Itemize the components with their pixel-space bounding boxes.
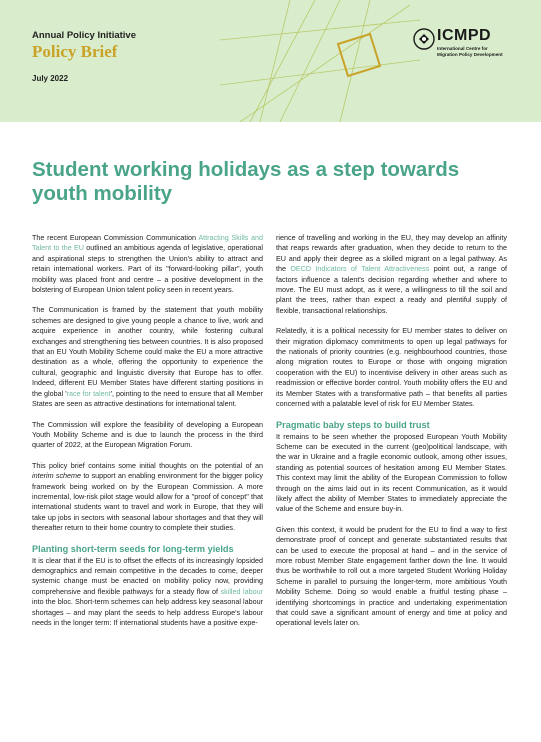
paragraph: The Commission will explore the feasibility of developing a European Youth Mobility Scheme and is due to launch the process in the third quarter of 2022, at the European Migration Forum.: [32, 419, 263, 450]
skilled-labour-link[interactable]: skilled labour: [220, 586, 264, 596]
icmpd-logo: [413, 26, 523, 62]
publication-date: July 2022: [32, 74, 69, 83]
race-for-talent-link[interactable]: race for talent: [66, 388, 111, 398]
paragraph: It remains to be seen whether the proposed European Youth Mobility Scheme can be executed in the current (geo)political landscape, with the war in Ukraine and a fragile economic outlook, among other issues, standing as potential sources of hesitation among EU Member States. This context may limit the ability of the European Commission to follow through on the aims laid out in its recent Communication, as it would likely affect the ability of Member States to immediately appreciate the value of the Scheme and ensure buy-in.: [276, 431, 507, 514]
oecd-indicators-link[interactable]: OECD Indicators of Talent Attractiveness: [290, 264, 430, 274]
paragraph: [32, 305, 263, 409]
paragraph: Relatedly, it is a political necessity for EU member states to deliver on their migration diplomacy commitments to open up legal pathways for the nationals of priority countries (e.g. neighbourhood countries, those along migration routes to Europe or those with ongoing migration cooperation with the EU) to incentivise delivery in other areas such as readmission or effective border control. Youth mobility offers the EU and its Member States with a transformative path – that benefits all parties concerned with a palatable level of risk for EU Member States.: [276, 326, 507, 409]
logo-name: ICMPD: [437, 27, 492, 44]
right-column: [276, 233, 507, 639]
text: point out, a range of factors influence a talent's decision regarding whether and where to move. The EU must adopt, as it were, a willingness to till the soil and plant the trees, rather than expect a ready and plentiful supply of flexible, transactional relationships.: [276, 264, 507, 315]
document-title: Student working holidays as a step towards youth mobility: [32, 158, 460, 205]
text: This policy brief contains some initial thoughts on the potential of an: [32, 460, 263, 470]
attracting-skills-link[interactable]: Attracting Skills and Talent to the EU: [32, 233, 264, 253]
left-column: [32, 233, 263, 638]
section-heading: Planting short-term seeds for long-term yields: [32, 543, 234, 554]
text: rience of travelling and working in the EU, they may develop an affinity that reaps rewards after graduation, when they decide to return to the EU and apply their degree as a skilled migrant on a legal pathway. As the: [276, 233, 507, 274]
text: The Communication is framed by the statement that youth mobility schemes are designed to give young people a chance to live, work and acquire experience in another country, while fostering cultural exchanges and strengthening ties between countries. It is also proposed that an EU Youth Mobility Scheme could make the EU a more attractive destination as a whole, offering the opportunity to experience the cultural, geographic and linguistic diversity that Europe has to offer. Indeed, different EU Member States have different starting positions in the global ': [32, 305, 263, 398]
logo-subtitle-line: Migration Policy Development: [437, 51, 503, 57]
paragraph: Given this context, it would be prudent for the EU to find a way to first demonstrate proof of concept and generate substantiated results that can be used to execute the proposal at hand – and in the service of more robust Member State engagement farther down the line. It would thus be worthwhile to roll out a more targeted Student Working Holiday Scheme in parallel to pursuing the longer-term, more ambitious Youth Mobility Scheme. Doing so would enable a fruitful testing phase – identifying shortcomings in practice and undertaking experimentation that could save a significant amount of energy and time at policy and operational levels later on.: [276, 524, 507, 628]
paragraph: [32, 461, 263, 534]
emphasis: interim scheme: [32, 471, 82, 481]
logo-subtitle-line: International Centre for: [437, 46, 488, 51]
logo-subtitle: [437, 46, 527, 57]
text: It is clear that if the EU is to offset the effects of its increasingly lopsided demographics and remain competitive in the decades to come, deeper systemic change must be enacted on mobility policy now, providing comprehensive and flexible pathways for a steady flow of: [32, 555, 263, 596]
paragraph: [32, 556, 263, 629]
text: The recent European Commission Communication: [32, 233, 199, 242]
decorative-lines: [220, 0, 420, 122]
icmpd-mark-icon: [413, 28, 435, 50]
text: to support an enabling environment for the bigger policy framework being worked on by the European Commission. A more incremental, low-risk pilot stage would allow for a "proof of concept" that international students want to travel and work in Europe, that they will take up jobs in sectors with seasonal labour shortages and that they will thereafter return to their home country to complete their studies.: [32, 471, 264, 533]
text: ', pointing to the need to ensure that all Member States are seen as attractive destinations for international talent.: [32, 388, 263, 409]
initiative-label: Annual Policy Initiative: [32, 30, 136, 41]
text: outlined an ambitious agenda of legislative, operational and aspirational steps to strengthen the Union's ability to attract and retain international workers. Part of its "forward-looking pillar", youth mobility was placed front and centre – a positive development in the bolstering of European Union talent policy seen in recent years.: [32, 243, 264, 295]
header-band: [0, 0, 541, 122]
paragraph: [32, 233, 263, 295]
text: into the bloc. Short-term schemes can help address key seasonal labour shortages – and may plant the seeds to help address Europe's labour needs in the longer term: If international students have a positive expe-: [32, 597, 263, 627]
paragraph: [276, 233, 507, 316]
section-heading: Pragmatic baby steps to build trust: [276, 419, 430, 430]
series-label: Policy Brief: [32, 42, 118, 61]
